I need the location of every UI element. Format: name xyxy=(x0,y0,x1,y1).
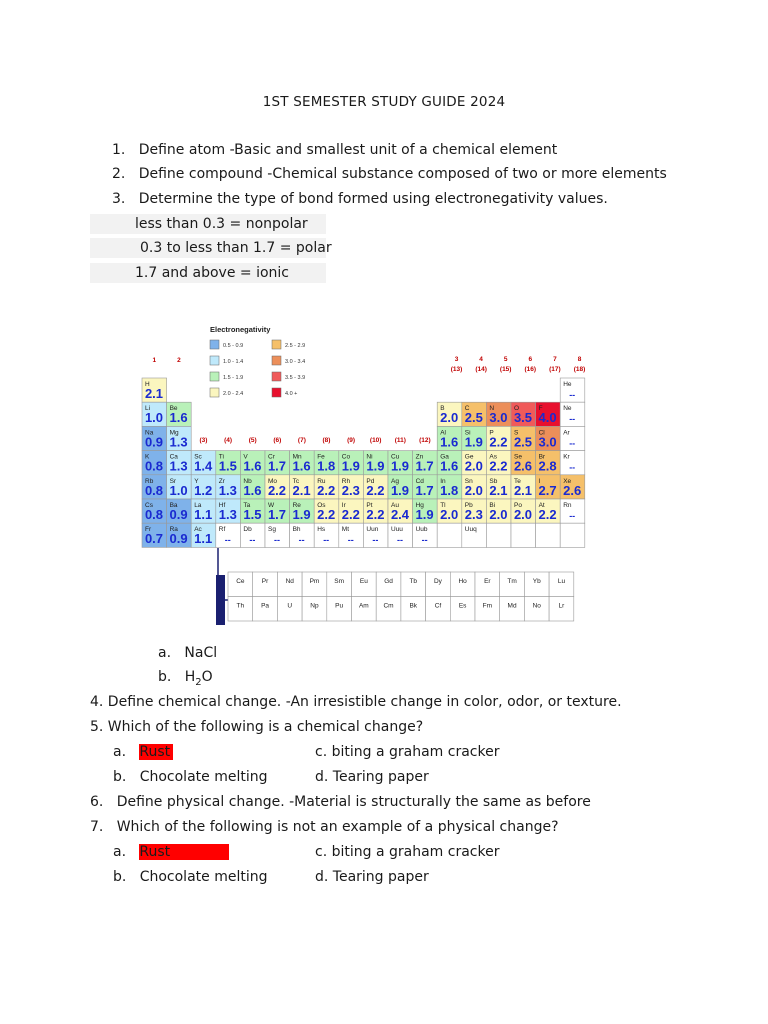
element-symbol: La xyxy=(194,502,202,509)
group-label: 7 xyxy=(553,356,557,363)
element-symbol: Ti xyxy=(218,453,224,461)
rust-answer-highlight: Rust xyxy=(139,744,173,760)
q5-option-c: c. biting a graham cracker xyxy=(315,744,500,760)
electronegativity-value: 2.0 xyxy=(440,410,459,426)
element-symbol: Tc xyxy=(292,477,300,485)
element-symbol: B xyxy=(440,405,445,413)
element-symbol: Mn xyxy=(292,453,302,461)
electronegativity-value: 1.3 xyxy=(169,434,188,450)
electronegativity-value: 1.6 xyxy=(440,434,459,450)
element-symbol: No xyxy=(532,602,541,610)
element-symbol: S xyxy=(514,429,519,437)
element-symbol: Fr xyxy=(145,526,152,534)
question-number: 1. xyxy=(112,142,126,158)
electronegativity-value: 1.1 xyxy=(194,531,213,547)
electronegativity-value: 1.7 xyxy=(267,507,287,522)
legend-swatch xyxy=(210,340,219,349)
element-symbol: Se xyxy=(514,453,522,461)
electronegativity-value: 2.0 xyxy=(513,507,533,522)
electronegativity-value: -- xyxy=(421,535,428,546)
electronegativity-value: 2.2 xyxy=(267,482,287,498)
element-symbol: Xe xyxy=(563,477,572,485)
element-symbol: Ir xyxy=(341,502,346,509)
electronegativity-value: 1.0 xyxy=(144,410,164,426)
electronegativity-value: 1.6 xyxy=(440,458,459,474)
element-symbol: Ru xyxy=(317,477,326,485)
element-symbol: Bk xyxy=(409,602,418,610)
element-symbol: Ar xyxy=(563,429,570,437)
legend-label: 0.5 - 0.9 xyxy=(223,343,244,349)
element-symbol: Cr xyxy=(268,453,275,461)
legend-title: Electronegativity xyxy=(210,325,271,334)
q7-option-b xyxy=(113,869,267,885)
element-symbol: Ac xyxy=(194,526,202,534)
electronegativity-value: 2.2 xyxy=(317,482,336,498)
element-symbol: Cf xyxy=(434,602,442,610)
element-symbol: Be xyxy=(169,405,178,413)
element-symbol: Zn xyxy=(415,453,424,461)
electronegativity-value: 0.8 xyxy=(144,482,164,498)
element-symbol: Tl xyxy=(440,502,446,509)
element-cell xyxy=(437,523,462,547)
group-label: (3) xyxy=(199,437,208,444)
element-symbol: Pr xyxy=(261,578,269,585)
electronegativity-value: 1.3 xyxy=(169,458,188,474)
electronegativity-value: 0.9 xyxy=(144,434,164,450)
question-6 xyxy=(90,794,591,810)
element-symbol: Hs xyxy=(317,526,326,534)
element-symbol: Pa xyxy=(261,602,270,610)
option-nacl xyxy=(158,645,217,661)
question-number: 6. xyxy=(90,794,104,810)
group-label: 2 xyxy=(177,357,181,364)
element-symbol: Po xyxy=(514,502,522,509)
electronegativity-value: 2.0 xyxy=(464,482,483,498)
element-symbol: Pm xyxy=(309,578,320,585)
element-symbol: I xyxy=(538,477,541,485)
group-label: (14) xyxy=(475,366,487,373)
group-label: (11) xyxy=(394,437,406,444)
element-symbol: Pb xyxy=(464,502,473,509)
electronegativity-value: 2.0 xyxy=(440,507,459,522)
element-symbol: Si xyxy=(464,429,471,437)
electronegativity-value: 2.2 xyxy=(366,482,385,498)
element-symbol: Np xyxy=(310,602,319,610)
element-symbol: Gd xyxy=(384,578,393,585)
element-symbol: Kr xyxy=(563,453,570,461)
option-letter: a. xyxy=(113,844,127,860)
element-symbol: Er xyxy=(484,578,491,585)
question-number: 3. xyxy=(112,191,126,207)
option-letter: b. xyxy=(113,869,127,885)
legend-label: 1.0 - 1.4 xyxy=(223,359,244,365)
element-symbol: Ge xyxy=(464,453,474,461)
group-label: (13) xyxy=(450,366,463,373)
group-label: (10) xyxy=(369,437,382,444)
group-label: (9) xyxy=(347,437,356,444)
legend-swatch xyxy=(210,356,219,365)
electronegativity-value: 1.9 xyxy=(464,434,483,450)
option-text: $H_2O$ xyxy=(184,669,213,688)
element-cell xyxy=(560,523,585,547)
element-symbol: Mg xyxy=(169,429,179,437)
electronegativity-value: 2.6 xyxy=(563,482,582,498)
group-label: (4) xyxy=(224,437,233,444)
group-label: (12) xyxy=(419,437,431,444)
element-symbol: Lu xyxy=(557,578,566,585)
legend-swatch xyxy=(272,372,281,381)
element-symbol: Ta xyxy=(243,502,251,509)
electronegativity-value: 1.7 xyxy=(267,458,287,474)
electronegativity-value: 0.9 xyxy=(169,531,188,547)
legend-label: 2.0 - 2.4 xyxy=(223,391,244,397)
electronegativity-value: -- xyxy=(397,535,403,546)
electronegativity-value: 1.8 xyxy=(440,482,459,498)
question-number: 2. xyxy=(112,166,126,182)
element-symbol: Cl xyxy=(538,429,545,437)
electronegativity-value: 2.1 xyxy=(144,386,164,401)
electronegativity-value: 2.2 xyxy=(317,507,336,522)
electronegativity-value: 4.0 xyxy=(538,410,557,426)
electronegativity-value: 0.9 xyxy=(169,507,188,522)
legend-label: 3.0 - 3.4 xyxy=(285,359,306,365)
electronegativity-value: -- xyxy=(249,535,256,546)
element-symbol: Th xyxy=(236,602,245,610)
electronegativity-value: 0.7 xyxy=(144,531,164,547)
electronegativity-value: -- xyxy=(569,438,576,449)
group-label: (8) xyxy=(322,437,331,444)
element-symbol: K xyxy=(145,453,150,461)
element-symbol: Es xyxy=(458,602,467,610)
element-symbol: Os xyxy=(317,502,326,509)
electronegativity-value: -- xyxy=(323,535,330,546)
electronegativity-value: 2.2 xyxy=(538,507,557,522)
electronegativity-value: 1.5 xyxy=(218,458,237,474)
electronegativity-value: -- xyxy=(298,535,305,546)
electronegativity-value: 2.2 xyxy=(366,507,385,522)
element-symbol: H xyxy=(145,381,150,388)
q5-option-b xyxy=(113,769,267,785)
electronegativity-value: 1.8 xyxy=(317,458,336,474)
element-symbol: Pd xyxy=(366,477,375,485)
bond-rule-ionic: 1.7 and above = ionic xyxy=(135,265,289,281)
electronegativity-value: -- xyxy=(569,414,576,425)
element-symbol: Ba xyxy=(169,502,178,509)
option-letter: b. xyxy=(113,769,127,785)
element-symbol: Fe xyxy=(317,453,325,461)
electronegativity-value: -- xyxy=(569,511,576,521)
element-symbol: F xyxy=(538,405,543,413)
element-symbol: Lr xyxy=(558,602,565,610)
electronegativity-value: 0.8 xyxy=(144,458,164,474)
option-text: NaCl xyxy=(184,645,218,661)
question-4: 4. Define chemical change. -An irresistible change in color, odor, or texture. xyxy=(90,694,622,710)
electronegativity-value: 2.6 xyxy=(513,458,533,474)
element-symbol: O xyxy=(514,405,520,413)
electronegativity-value: -- xyxy=(347,535,354,546)
element-symbol: Sm xyxy=(334,578,345,585)
option-letter: a. xyxy=(158,645,172,661)
element-symbol: Al xyxy=(440,429,446,437)
element-symbol: Uun xyxy=(366,526,379,534)
bond-rule-nonpolar: less than 0.3 = nonpolar xyxy=(135,216,308,232)
option-letter: a. xyxy=(113,744,127,760)
element-symbol: Rf xyxy=(218,526,226,534)
q5-option-a xyxy=(113,744,173,760)
element-symbol: Bh xyxy=(292,526,301,534)
q7-option-d: d. Tearing paper xyxy=(315,869,429,885)
element-symbol: At xyxy=(538,502,545,509)
group-label: (6) xyxy=(273,437,282,444)
element-symbol: N xyxy=(489,405,495,413)
element-symbol: Ho xyxy=(458,578,467,585)
element-symbol: Uuu xyxy=(391,526,403,534)
group-label: (17) xyxy=(549,366,561,373)
element-symbol: Ga xyxy=(440,453,449,461)
element-symbol: He xyxy=(563,381,572,388)
question-text: Which of the following is not an example of a physical change? xyxy=(116,819,559,835)
element-symbol: Yb xyxy=(532,578,541,585)
element-symbol: Ca xyxy=(169,453,178,461)
group-label: 3 xyxy=(454,356,459,363)
element-symbol: Sb xyxy=(489,477,498,485)
legend-swatch xyxy=(272,340,281,349)
group-label: (15) xyxy=(499,366,512,373)
element-cell xyxy=(536,523,561,547)
element-symbol: Ce xyxy=(236,578,245,585)
electronegativity-value: 1.3 xyxy=(218,507,237,522)
option-text: Chocolate melting xyxy=(139,769,268,785)
element-symbol: Pu xyxy=(335,602,344,610)
electronegativity-value: 1.9 xyxy=(390,482,410,498)
element-symbol: Tm xyxy=(507,578,517,585)
electronegativity-value: 2.2 xyxy=(489,458,508,474)
electronegativity-value: -- xyxy=(569,390,576,400)
electronegativity-value: 3.0 xyxy=(538,434,557,450)
legend-label: 3.5 - 3.9 xyxy=(285,375,306,381)
electronegativity-value: 1.9 xyxy=(415,507,434,522)
question-text: Determine the type of bond formed using electronegativity values. xyxy=(138,191,608,207)
electronegativity-value: 1.7 xyxy=(415,458,434,474)
element-symbol: P xyxy=(489,429,494,437)
element-symbol: Sg xyxy=(268,526,276,534)
element-symbol: Sr xyxy=(169,477,177,485)
element-symbol: Eu xyxy=(359,578,368,585)
element-symbol: Rn xyxy=(563,502,572,509)
element-symbol: Ag xyxy=(391,477,399,485)
group-label: 5 xyxy=(503,356,508,363)
element-symbol: Br xyxy=(538,453,546,461)
question-text: Define compound -Chemical substance composed of two or more elements xyxy=(138,166,667,182)
element-symbol: In xyxy=(440,477,446,485)
electronegativity-value: 2.2 xyxy=(489,434,508,450)
element-symbol: Db xyxy=(243,526,252,534)
option-letter: b. xyxy=(158,669,172,685)
element-symbol: Re xyxy=(292,502,301,509)
electronegativity-value: 1.6 xyxy=(243,458,262,474)
element-cell xyxy=(486,523,511,547)
element-symbol: Am xyxy=(358,602,369,610)
element-symbol: Co xyxy=(341,453,351,461)
group-label: 1 xyxy=(152,357,157,364)
element-symbol: Cs xyxy=(145,502,153,509)
element-symbol: Li xyxy=(145,405,151,413)
element-symbol: V xyxy=(243,453,248,461)
legend-swatch xyxy=(272,388,281,397)
element-symbol: Zr xyxy=(218,477,225,485)
element-symbol: Y xyxy=(194,477,199,485)
electronegativity-value: 2.4 xyxy=(390,507,410,522)
question-5: 5. Which of the following is a chemical change? xyxy=(90,719,424,735)
electronegativity-value: 2.1 xyxy=(292,482,311,498)
electronegativity-value: -- xyxy=(224,535,231,546)
electronegativity-value: 2.3 xyxy=(464,507,483,522)
electronegativity-value: 1.4 xyxy=(194,458,213,474)
element-symbol: Mt xyxy=(341,526,350,534)
legend-swatch xyxy=(272,356,281,365)
element-symbol: Bi xyxy=(489,502,496,509)
electronegativity-value: 2.1 xyxy=(513,482,533,498)
legend-label: 4.0 + xyxy=(285,391,298,397)
electronegativity-value: 1.9 xyxy=(292,507,311,522)
group-label: (5) xyxy=(248,437,257,444)
element-symbol: Hg xyxy=(415,502,424,509)
element-symbol: Nd xyxy=(285,578,294,585)
element-symbol: Nb xyxy=(243,477,252,485)
element-symbol: Rb xyxy=(145,477,154,485)
element-symbol: C xyxy=(464,405,470,413)
legend-swatch xyxy=(210,388,219,397)
electronegativity-value: 1.1 xyxy=(194,507,213,522)
element-symbol: Uuq xyxy=(464,526,477,534)
question-7 xyxy=(90,819,559,835)
element-symbol: Ni xyxy=(366,453,373,461)
electronegativity-value: -- xyxy=(274,535,280,546)
electronegativity-value: 3.0 xyxy=(489,410,508,426)
electronegativity-value: 1.9 xyxy=(341,458,360,474)
legend-swatch xyxy=(210,372,219,381)
option-h2o xyxy=(158,669,213,688)
element-symbol: Md xyxy=(507,602,517,610)
electronegativity-value: 2.0 xyxy=(489,507,508,522)
element-symbol: Rh xyxy=(341,477,351,485)
group-label: 8 xyxy=(577,356,582,363)
q7-option-a xyxy=(113,844,229,860)
electronegativity-value: 1.5 xyxy=(243,507,262,522)
electronegativity-value: 1.9 xyxy=(366,458,385,474)
element-symbol: Cd xyxy=(415,477,424,485)
element-symbol: Dy xyxy=(433,578,442,585)
electronegativity-value: 2.5 xyxy=(513,434,533,450)
group-label: (16) xyxy=(524,366,537,373)
electronegativity-value: 1.6 xyxy=(169,410,188,426)
electronegativity-value: 2.0 xyxy=(464,458,483,474)
element-symbol: Na xyxy=(145,429,154,437)
group-label: 6 xyxy=(528,356,533,363)
element-symbol: Tb xyxy=(409,578,418,585)
electronegativity-value: 1.6 xyxy=(292,458,311,474)
element-symbol: Ne xyxy=(563,405,572,413)
document-title: 1ST SEMESTER STUDY GUIDE 2024 xyxy=(262,94,506,110)
electronegativity-value: 2.3 xyxy=(341,482,360,498)
question-text: Define atom -Basic and smallest unit of a chemical element xyxy=(138,142,558,158)
element-symbol: Uub xyxy=(415,526,428,534)
element-symbol: Cu xyxy=(391,453,400,461)
element-symbol: As xyxy=(489,453,497,461)
element-symbol: Fm xyxy=(482,602,493,610)
element-symbol: Te xyxy=(514,477,521,485)
group-label: (18) xyxy=(573,366,586,373)
element-symbol: Ra xyxy=(169,526,178,534)
element-cell xyxy=(511,523,536,547)
q7-option-c: c. biting a graham cracker xyxy=(315,844,500,860)
electronegativity-value: 1.0 xyxy=(169,482,188,498)
electronegativity-value: 0.8 xyxy=(144,507,164,522)
electronegativity-value: 1.2 xyxy=(194,482,213,498)
q5-option-d: d. Tearing paper xyxy=(315,769,429,785)
bond-rule-polar: 0.3 to less than 1.7 = polar xyxy=(140,240,332,256)
legend-label: 1.5 - 1.9 xyxy=(223,375,244,381)
element-symbol: Au xyxy=(391,502,399,509)
element-symbol: Pt xyxy=(366,502,373,509)
element-symbol: Cm xyxy=(383,602,394,610)
electronegativity-value: 1.3 xyxy=(218,482,237,498)
electronegativity-value: 1.6 xyxy=(243,482,262,498)
group-label: (7) xyxy=(297,437,306,444)
electronegativity-value: 2.7 xyxy=(538,482,557,498)
electronegativity-value: 2.2 xyxy=(341,507,360,522)
electronegativity-value: -- xyxy=(569,462,576,473)
rust-answer-highlight: Rust xyxy=(139,844,229,860)
element-symbol: W xyxy=(268,502,275,509)
question-text: Define physical change. -Material is structurally the same as before xyxy=(116,794,591,810)
element-symbol: Sn xyxy=(464,477,473,485)
legend-label: 2.5 - 2.9 xyxy=(285,343,306,349)
electronegativity-value: -- xyxy=(372,535,379,546)
question-number: 7. xyxy=(90,819,104,835)
electronegativity-value: 3.5 xyxy=(513,410,533,426)
electronegativity-value: 1.7 xyxy=(415,482,434,498)
option-text: Chocolate melting xyxy=(139,869,268,885)
element-symbol: Sc xyxy=(194,453,202,461)
electronegativity-value: 2.1 xyxy=(489,482,508,498)
element-symbol: Hf xyxy=(218,502,226,509)
electronegativity-value: 1.9 xyxy=(390,458,410,474)
group-label: 4 xyxy=(479,356,483,363)
electronegativity-value: 2.5 xyxy=(464,410,483,426)
element-symbol: U xyxy=(287,602,293,610)
electronegativity-value: 2.8 xyxy=(538,458,557,474)
element-symbol: Mo xyxy=(268,477,278,485)
